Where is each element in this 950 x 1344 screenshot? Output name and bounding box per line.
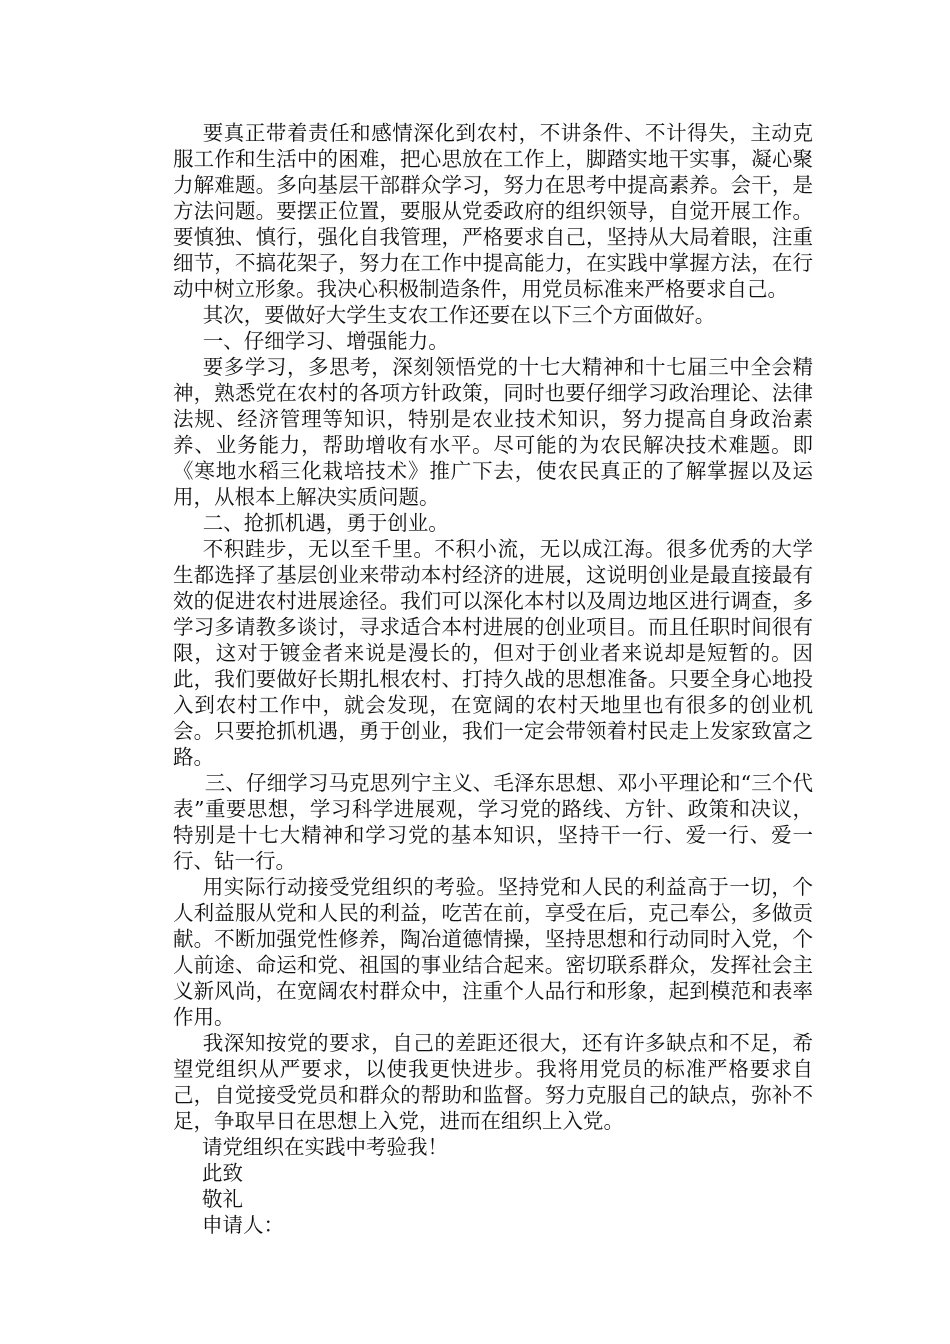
closing-salutation-2: 敬礼 [202,1187,243,1211]
paragraph-intro: 要真正带着责任和感情深化到农村，不讲条件、不计得失，主动克服工作和生活中的困难，把心思放在工作上，脚踏实地干实事，凝心聚力解难题。多向基层干部群众学习，努力在思考中提高素养。会干，是方法问题。要摆正位置，要服从党委政府的组织领导，自觉开展工作。要慎独、慎行，强化自我管理，严格要求自己，坚持从大局着眼，注重细节，不搞花架子，努力在工作中提高能力，在实践中掌握方法，在行动中树立形象。我决心积极制造条件，用党员标准来严格要求自己。 [173,121,813,301]
paragraph-study: 要多学习，多思考，深刻领悟党的十七大精神和十七届三中全会精神，熟悉党在农村的各项方针政策，同时也要仔细学习政治理论、法律法规、经济管理等知识，特别是农业技术知识，努力提高自身政治素养、业务能力，帮助增收有水平。尽可能的为农民解决技术难题。即《寒地水稻三化栽培技术》推广下去，使农民真正的了解掌握以及运用，从根本上解决实质问题。 [173,355,813,509]
paragraph-secondly: 其次，要做好大学生支农工作还要在以下三个方面做好。 [202,303,716,327]
section-heading-1: 一、仔细学习、增强能力。 [202,329,449,353]
closing-request: 请党组织在实践中考验我！ [202,1135,448,1159]
document-body [173,120,813,1238]
closing-salutation-1: 此致 [202,1161,243,1185]
section-heading-2: 二、抢抓机遇，勇于创业。 [202,511,449,535]
paragraph-entrepreneurship: 不积跬步，无以至千里。不积小流，无以成江海。很多优秀的大学生都选择了基层创业来带动本村经济的进展，这说明创业是最直接最有效的促进农村进展途径。我们可以深化本村以及周边地区进行调查，多学习多请教多谈讨，寻求适合本村进展的创业项目。而且任职时间很有限，这对于镀金者来说是漫长的，但对于创业者来说却是短暂的。因此，我们要做好长期扎根农村、打持久战的思想准备。只要全身心地投入到农村工作中，就会发现，在宽阔的农村天地里也有很多的创业机会。只要抢抓机遇，勇于创业，我们一定会带领着村民走上发家致富之路。 [173,537,813,769]
paragraph-action: 用实际行动接受党组织的考验。坚持党和人民的利益高于一切，个人利益服从党和人民的利益，吃苦在前，享受在后，克己奉公，多做贡献。不断加强党性修养，陶冶道德情操，坚持思想和行动同时入党，个人前途、命运和党、祖国的事业结合起来。密切联系群众，发挥社会主义新风尚，在宽阔农村群众中，注重个人品行和形象，起到模范和表率作用。 [173,875,813,1029]
closing-applicant: 申请人： [202,1213,284,1237]
section-heading-3: 三、仔细学习马克思列宁主义、毛泽东思想、邓小平理论和“三个代表”重要思想，学习科学进展观，学习党的路线、方针、政策和决议，特别是十七大精神和学习党的基本知识，坚持干一行、爱一行、爱一行、钻一行。 [173,771,813,873]
paragraph-commitment: 我深知按党的要求，自己的差距还很大，还有许多缺点和不足，希望党组织从严要求，以使我更快进步。我将用党员的标准严格要求自己，自觉接受党员和群众的帮助和监督。努力克服自己的缺点，弥补不足，争取早日在思想上入党，进而在组织上入党。 [173,1031,813,1133]
